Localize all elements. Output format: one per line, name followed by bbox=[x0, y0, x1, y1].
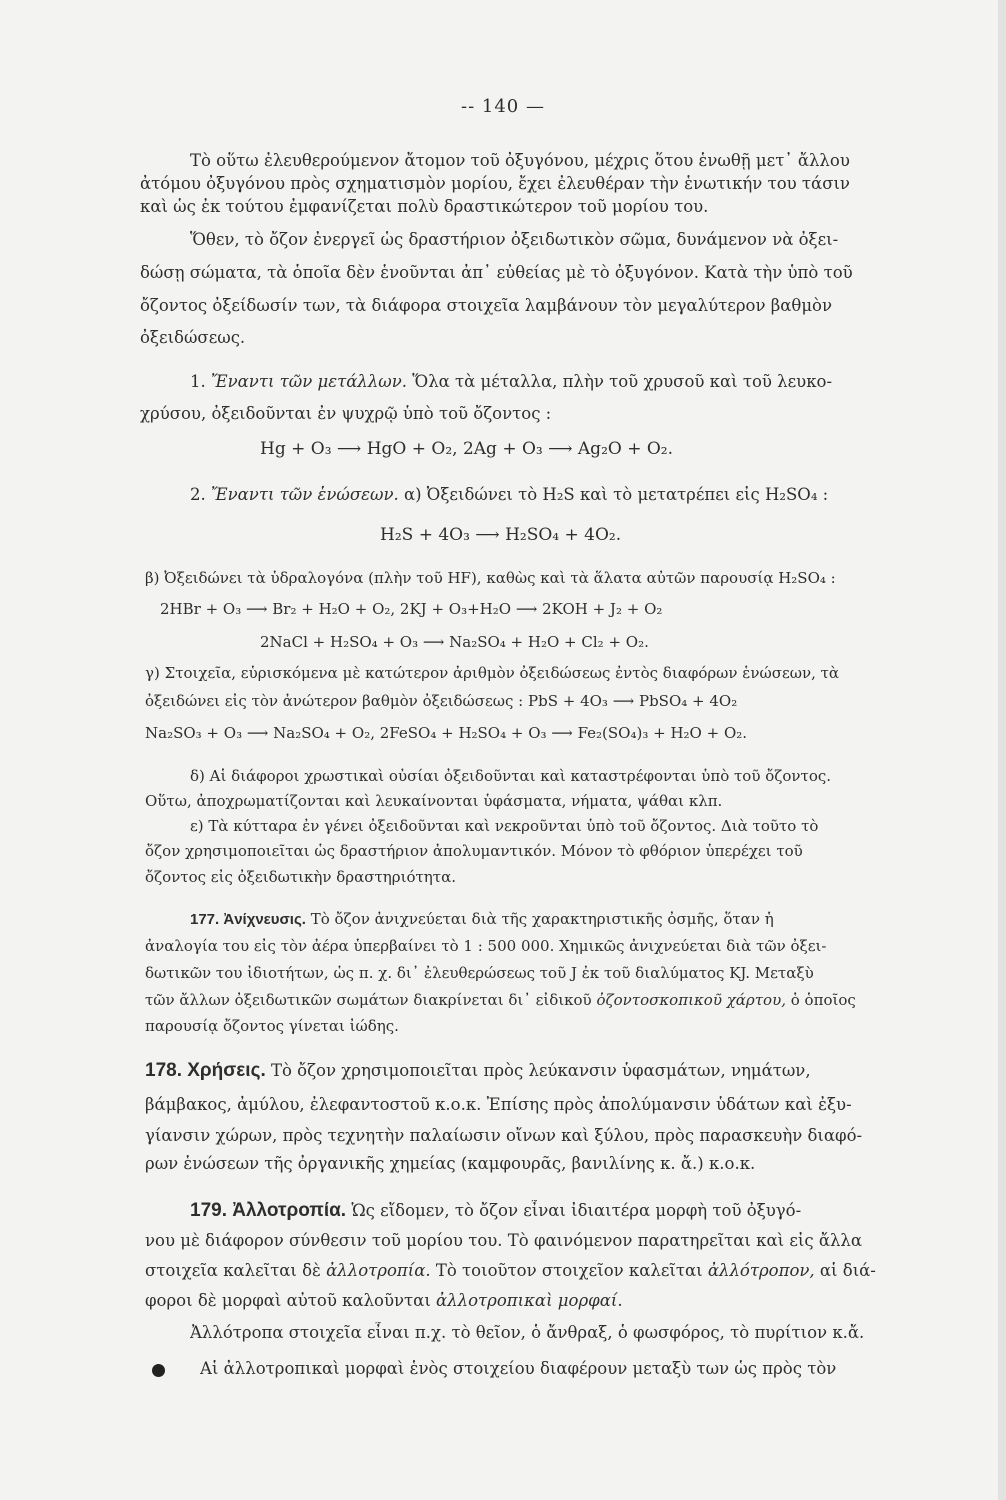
text-line: ρων ἑνώσεων τῆς ὀργανικῆς χημείας (καμφουρᾶς, βανιλίνης κ. ἄ.) κ.ο.κ. bbox=[145, 1154, 756, 1173]
text-line: Τὸ ὄζον χρησιμοποιεῖται πρὸς λεύκανσιν ὑφασμάτων, νημάτων, bbox=[271, 1061, 811, 1080]
section-177-line bbox=[145, 989, 975, 1011]
text-line: ὄζοντος εἰς ὀξειδωτικὴν δραστηριότητα. bbox=[145, 868, 456, 886]
text-line: ὄζον χρησιμοποιεῖται ὡς δραστήριον ἀπολυμαντικόν. Μόνον τὸ φθόριον ὑπερέχει τοῦ bbox=[145, 842, 803, 860]
equation: H₂S + 4O₃ ⟶ H₂SO₄ + 4O₂. bbox=[380, 525, 622, 545]
section-heading: 178. Χρήσεις. bbox=[145, 1060, 266, 1081]
subsection-number: 2. bbox=[190, 485, 206, 504]
text-line: Αἱ ἀλλοτροπικαὶ μορφαὶ ἑνὸς στοιχείου διαφέρουν μεταξὺ των ὡς πρὸς τὸν bbox=[200, 1359, 837, 1378]
text-line: βάμβακος, ἀμύλου, ἐλεφαντοστοῦ κ.ο.κ. Ἐπίσης πρὸς ἀπολύμανσιν ὑδάτων καὶ ἐξυ- bbox=[145, 1095, 852, 1114]
text-line: Τὸ οὕτω ἐλευθερούμενον ἄτομον τοῦ ὀξυγόνου, μέχρις ὅτου ἑνωθῇ μετ᾽ ἄλλου bbox=[190, 151, 850, 170]
text-line: γίανσιν χώρων, πρὸς τεχνητὴν παλαίωσιν οἴνων καὶ ξύλου, πρὸς παρασκευὴν διαφό- bbox=[145, 1126, 863, 1145]
text-line: στοιχεῖα καλεῖται δὲ bbox=[145, 1261, 321, 1280]
text-line: ε) Τὰ κύτταρα ἐν γένει ὀξειδοῦνται καὶ νεκροῦνται ὑπὸ τοῦ ὄζοντος. Διὰ τοῦτο τὸ bbox=[190, 817, 819, 835]
equation: Na₂SO₃ + O₃ ⟶ Na₂SO₄ + O₂, 2FeSO₄ + H₂SO₄ + O₃ ⟶ Fe₂(SO₄)₃ + H₂O + O₂. bbox=[145, 724, 748, 742]
italic-term: ἀλλοτροπικαὶ μορφαί. bbox=[436, 1291, 623, 1310]
text-line: ὁ ὁποῖος bbox=[790, 991, 856, 1009]
italic-term: ὀζοντοσκοπικοῦ χάρτου, bbox=[596, 991, 786, 1009]
text-line: δ) Αἱ διάφοροι χρωστικαὶ οὐσίαι ὀξειδοῦνται καὶ καταστρέφονται ὑπὸ τοῦ ὄζοντος. bbox=[190, 767, 832, 785]
text-line: ἀναλογία του εἰς τὸν ἀέρα ὑπερβαίνει τὸ 1 : 500 000. Χημικῶς ἀνιχνεύεται διὰ τῶν ὀξει- bbox=[145, 937, 827, 955]
equation: Hg + O₃ ⟶ HgO + O₂, 2Ag + O₃ ⟶ Ag₂O + O₂. bbox=[260, 439, 674, 459]
text-line: Ὅλα τὰ μέταλλα, πλὴν τοῦ χρυσοῦ καὶ τοῦ λευκο- bbox=[412, 372, 833, 391]
page-edge-shadow bbox=[998, 0, 1006, 1500]
section-179-line bbox=[145, 1260, 975, 1282]
text-line: φοροι δὲ μορφαὶ αὐτοῦ καλοῦνται bbox=[145, 1291, 431, 1310]
subsection-title: Ἔναντι τῶν μετάλλων. bbox=[211, 372, 408, 391]
text-line: αἱ διά- bbox=[819, 1261, 876, 1280]
text-line: Τὸ τοιοῦτον στοιχεῖον καλεῖται bbox=[435, 1261, 703, 1280]
text-line: τῶν ἄλλων ὀξειδωτικῶν σωμάτων διακρίνεται δι᾽ εἰδικοῦ bbox=[145, 991, 592, 1009]
text-line: Τὸ ὄζον ἀνιχνεύεται διὰ τῆς χαρακτηριστικῆς ὀσμῆς, ὅταν ἡ bbox=[310, 910, 774, 928]
section-heading: 179. Ἀλλοτροπία. bbox=[190, 1200, 347, 1221]
text-line: Ἀλλότροπα στοιχεῖα εἶναι π.χ. τὸ θεῖον, ὁ ἄνθραξ, ὁ φωσφόρος, τὸ πυρίτιον κ.ἄ. bbox=[190, 1323, 865, 1342]
subsection-metals bbox=[190, 371, 1006, 393]
section-heading: 177. Ἀνίχνευσις. bbox=[190, 911, 306, 928]
text-line: νου μὲ διάφορον σύνθεσιν τοῦ μορίου του. Τὸ φαινόμενον παρατηρεῖται καὶ εἰς ἄλλα bbox=[145, 1231, 863, 1250]
text-line: ἀτόμου ὀξυγόνου πρὸς σχηματισμὸν μορίου, ἔχει ἐλευθέραν τὴν ἑνωτικήν του τάσιν bbox=[140, 174, 850, 193]
equation: 2HBr + O₃ ⟶ Br₂ + H₂O + O₂, 2KJ + O₃+H₂O ⟶ 2KOH + J₂ + O₂ bbox=[160, 600, 663, 618]
text-line: β) Ὀξειδώνει τὰ ὑδραλογόνα (πλὴν τοῦ HF), καθὼς καὶ τὰ ἅλατα αὐτῶν παρουσίᾳ H₂SO₄ : bbox=[145, 569, 836, 587]
subsection-title: Ἔναντι τῶν ἑνώσεων. bbox=[211, 485, 399, 504]
section-178-line bbox=[145, 1060, 975, 1082]
section-179-line bbox=[145, 1290, 975, 1312]
text-line: α) Ὀξειδώνει τὸ H₂S καὶ τὸ μετατρέπει εἰς H₂SO₄ : bbox=[403, 485, 829, 504]
text-line: Ὅθεν, τὸ ὄζον ἐνεργεῖ ὡς δραστήριον ὀξειδωτικὸν σῶμα, δυνάμενον νὰ ὀξει- bbox=[190, 230, 839, 249]
section-177-line bbox=[190, 908, 1006, 931]
subsection-compounds bbox=[190, 484, 1006, 506]
text-line: Ὡς εἴδομεν, τὸ ὄζον εἶναι ἰδιαιτέρα μορφὴ τοῦ ὀξυγό- bbox=[351, 1201, 802, 1220]
page-number: -- 140 — bbox=[461, 96, 545, 117]
text-line: ὀξειδώνει εἰς τὸν ἀνώτερον βαθμὸν ὀξειδώσεως : PbS + 4O₃ ⟶ PbSO₄ + 4O₂ bbox=[145, 692, 738, 710]
subsection-number: 1. bbox=[190, 372, 206, 391]
text-line: γ) Στοιχεῖα, εὑρισκόμενα μὲ κατώτερον ἀριθμὸν ὀξειδώσεως ἐντὸς διαφόρων ἑνώσεων, τὰ bbox=[145, 664, 840, 682]
text-line: ὄζοντος ὀξείδωσίν των, τὰ διάφορα στοιχεῖα λαμβάνουν τὸν μεγαλύτερον βαθμὸν bbox=[140, 296, 833, 315]
text-line: ὀξειδώσεως. bbox=[140, 328, 246, 347]
text-line: Οὕτω, ἀποχρωματίζονται καὶ λευκαίνονται ὑφάσματα, νήματα, ψάθαι κλπ. bbox=[145, 792, 723, 810]
section-179-line bbox=[190, 1200, 1006, 1222]
italic-term: ἀλλοτροπία. bbox=[326, 1261, 431, 1280]
text-line: χρύσου, ὀξειδοῦνται ἐν ψυχρῷ ὑπὸ τοῦ ὄζοντος : bbox=[140, 404, 552, 423]
text-line: καὶ ὡς ἐκ τούτου ἐμφανίζεται πολὺ δραστικώτερον τοῦ μορίου του. bbox=[140, 197, 709, 216]
italic-term: ἀλλότροπον, bbox=[707, 1261, 815, 1280]
text-line: δωτικῶν του ἰδιοτήτων, ὡς π. χ. δι᾽ ἐλευθερώσεως τοῦ J ἐκ τοῦ διαλύματος KJ. Μεταξὺ bbox=[145, 964, 814, 982]
equation: 2NaCl + H₂SO₄ + O₃ ⟶ Na₂SO₄ + H₂O + Cl₂ + O₂. bbox=[260, 633, 649, 651]
bullet-mark bbox=[152, 1364, 165, 1377]
text-line: παρουσίᾳ ὄζοντος γίνεται ἰώδης. bbox=[145, 1017, 399, 1035]
text-line: δώσῃ σώματα, τὰ ὁποῖα δὲν ἑνοῦνται ἀπ᾽ εὐθείας μὲ τὸ ὀξυγόνον. Κατὰ τὴν ὑπὸ τοῦ bbox=[140, 263, 853, 282]
